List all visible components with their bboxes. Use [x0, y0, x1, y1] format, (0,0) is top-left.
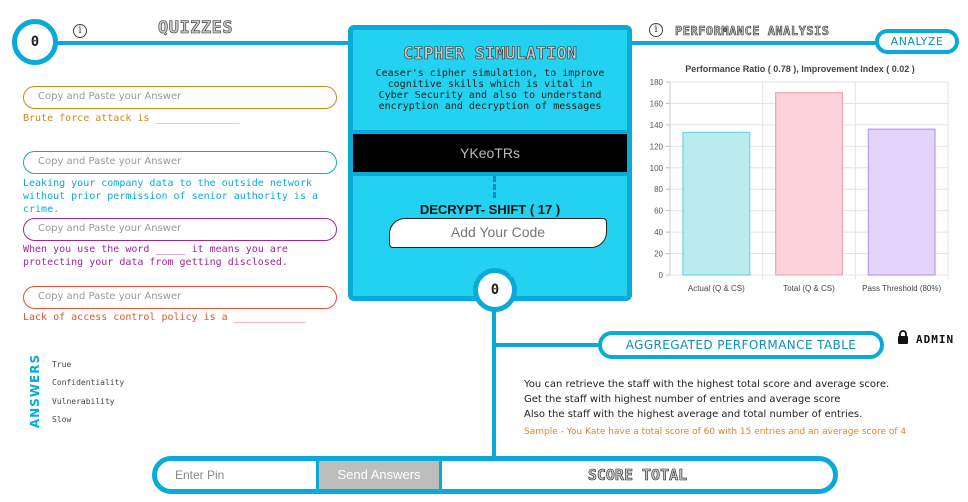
- pin-input-placeholder: Enter Pin: [175, 468, 225, 482]
- bar-1[interactable]: [776, 93, 843, 275]
- cipher-panel: [348, 25, 632, 301]
- cipher-text-display: YKeoTRs: [353, 130, 627, 176]
- code-input[interactable]: [389, 218, 607, 248]
- connector-table: [494, 343, 600, 347]
- x-tick-label: Actual (Q & CS): [687, 284, 745, 293]
- y-tick-label: 40: [654, 228, 663, 238]
- quizzes-title: QUIZZES: [158, 18, 234, 38]
- x-tick-label: Pass Threshold (80%): [862, 284, 942, 293]
- answer-input-4[interactable]: [23, 286, 337, 309]
- question-3: When you use the word _____ it means you are protecting your data from getting disclosed.: [23, 244, 288, 268]
- y-tick-label: 0: [658, 271, 663, 280]
- answers-title-text: ANSWERS: [28, 353, 42, 429]
- cipher-title: CIPHER SIMULATION: [403, 44, 577, 64]
- answer-input-1-placeholder: Copy and Paste your Answer: [38, 91, 182, 102]
- y-tick-label: 120: [649, 142, 663, 152]
- cipher-score-counter: [473, 268, 517, 312]
- answer-input-2-placeholder: Copy and Paste your Answer: [38, 156, 182, 167]
- answer-input-2[interactable]: [23, 151, 337, 174]
- connector-vertical: [492, 300, 496, 458]
- send-answers-button[interactable]: Send Answers: [316, 461, 442, 489]
- y-tick-label: 140: [649, 120, 663, 130]
- y-tick-label: 180: [649, 78, 663, 87]
- performance-title: PERFORMANCE ANALYSIS: [675, 24, 830, 38]
- performance-info-icon[interactable]: [649, 23, 663, 37]
- quizzes-info-glyph: i: [78, 25, 82, 36]
- performance-info-glyph: i: [654, 24, 658, 35]
- question-2: Leaking your company data to the outside network without prior permission of senior authority is a crime.: [23, 178, 319, 215]
- quizzes-info-icon[interactable]: [73, 24, 87, 38]
- cipher-score-value: 0: [490, 282, 500, 298]
- info-line-3: Also the staff with the highest average and total number of entries.: [524, 409, 863, 420]
- performance-chart: [644, 60, 964, 300]
- y-tick-label: 60: [654, 206, 663, 216]
- answer-input-4-placeholder: Copy and Paste your Answer: [38, 291, 182, 302]
- answer-option-1: True: [52, 360, 72, 369]
- connector-right: [632, 41, 877, 45]
- chart-bars: [683, 93, 935, 275]
- chart-svg: [644, 60, 964, 300]
- info-line-1: You can retrieve the staff with the highest total score and average score.: [524, 379, 890, 390]
- bar-0[interactable]: [683, 132, 750, 275]
- cipher-description: Ceaser's cipher simulation, to improve cognitive skills which is vital in Cyber Security and also to understand encryption and decryption of messages: [375, 68, 605, 112]
- answer-input-3[interactable]: [23, 218, 337, 241]
- code-input-placeholder: Add Your Code: [450, 224, 546, 240]
- answer-input-1[interactable]: [23, 86, 337, 109]
- answer-option-4: Slow: [52, 415, 72, 424]
- question-1: Brute force attack is ______________: [23, 113, 240, 124]
- answers-title: [24, 355, 46, 427]
- quiz-score-counter: [12, 19, 58, 65]
- info-line-2: Get the staff with highest number of entries and average score: [524, 394, 841, 405]
- answer-input-3-placeholder: Copy and Paste your Answer: [38, 223, 182, 234]
- y-tick-label: 80: [654, 185, 663, 195]
- score-total-label: SCORE TOTAL: [587, 466, 688, 484]
- answer-option-3: Vulnerability: [52, 397, 115, 406]
- chart-title: Performance Ratio ( 0.78 ), Improvement Index ( 0.02 ): [685, 64, 915, 74]
- question-4: Lack of access control policy is a ____________: [23, 312, 306, 323]
- quiz-score-value: 0: [30, 34, 40, 50]
- bar-2[interactable]: [868, 129, 935, 275]
- connector-left: [52, 41, 350, 45]
- x-tick-label: Total (Q & CS): [783, 284, 835, 293]
- y-tick-label: 100: [649, 163, 663, 173]
- answer-option-2: Confidentiality: [52, 378, 125, 387]
- y-tick-label: 160: [649, 99, 663, 109]
- lock-icon: [897, 330, 909, 344]
- pin-input[interactable]: [157, 461, 316, 489]
- sample-text: Sample - You Kate have a total score of 60 with 15 entries and an average score of 4: [524, 427, 907, 437]
- admin-label[interactable]: ADMIN: [916, 333, 955, 346]
- analyze-button[interactable]: ANALYZE: [875, 29, 959, 54]
- aggregated-performance-button[interactable]: AGGREGATED PERFORMANCE TABLE: [598, 331, 884, 359]
- y-tick-label: 20: [654, 249, 663, 259]
- bottom-bar: [152, 456, 838, 494]
- shift-label: DECRYPT- SHIFT ( 17 ): [419, 202, 561, 217]
- dashed-connector: [493, 176, 496, 198]
